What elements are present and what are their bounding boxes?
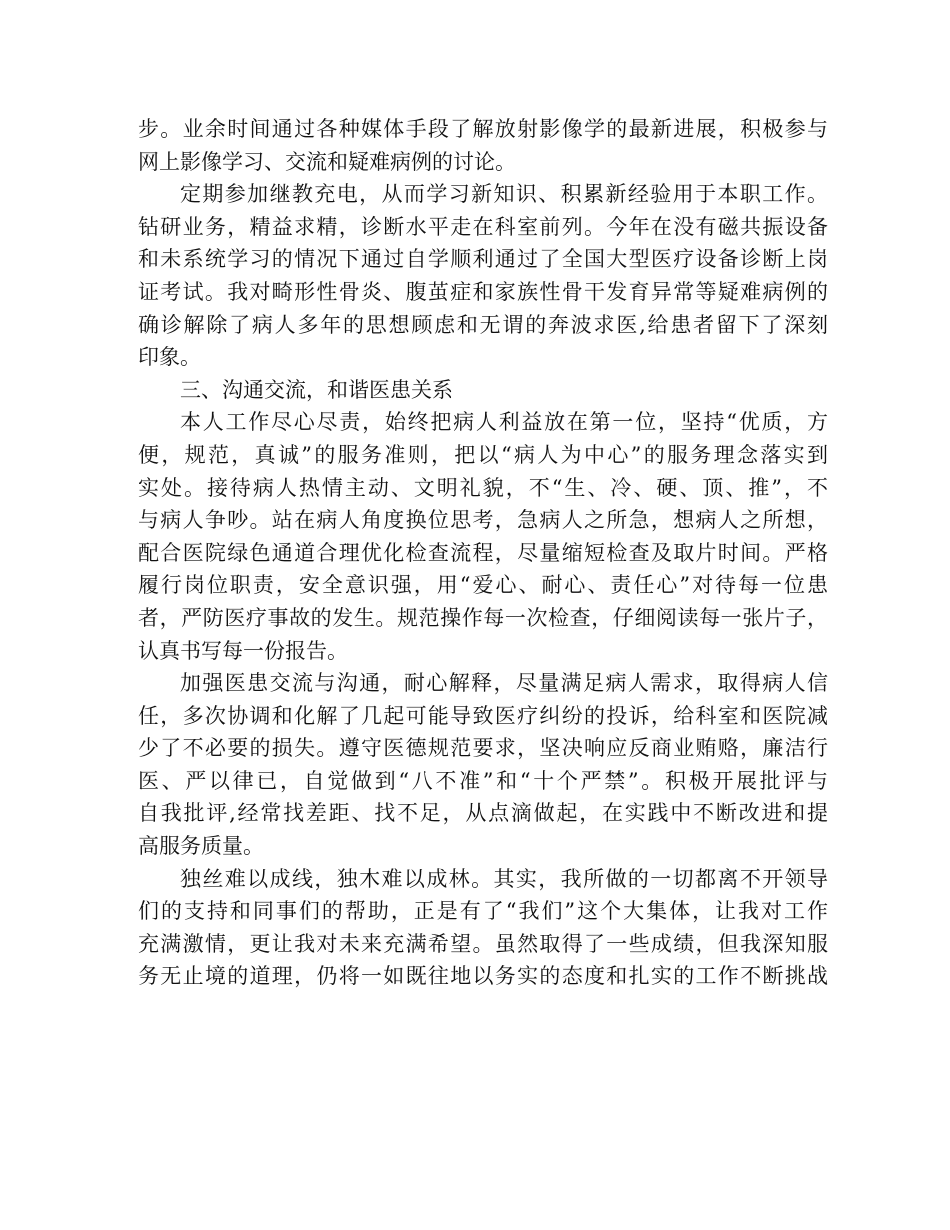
text-line: 履行岗位职责，安全意识强，用“爱心、耐心、责任心”对待每一位患 — [138, 573, 828, 598]
text-line: 钻研业务，精益求精，诊断水平走在科室前列。今年在没有磁共振设备 — [138, 214, 828, 239]
text-line: 医、严以律已，自觉做到“八不准”和“十个严禁”。积极开展批评与 — [138, 768, 828, 793]
text-line: 证考试。我对畸形性骨炎、腹茧症和家族性骨干发育异常等疑难病例的 — [138, 279, 828, 304]
text-line: 网上影像学习、交流和疑难病例的讨论。 — [138, 149, 516, 174]
text-line: 们的支持和同事们的帮助，正是有了“我们”这个大集体，让我对工作 — [138, 899, 828, 924]
text-line: 印象。 — [138, 345, 201, 370]
text-line: 与病人争吵。站在病人角度换位思考，急病人之所急，想病人之所想， — [138, 508, 828, 533]
text-line: 认真书写每一份报告。 — [138, 638, 348, 663]
text-line: 务无止境的道理，仍将一如既往地以务实的态度和扎实的工作不断挑战 — [138, 964, 828, 989]
text-line: 独丝难以成线，独木难以成林。其实，我所做的一切都离不开领导 — [180, 866, 828, 891]
text-line: 便，规范，真诚”的服务准则，把以“病人为中心”的服务理念落实到 — [138, 442, 828, 467]
text-line: 自我批评,经常找差距、找不足，从点滴做起，在实践中不断改进和提 — [138, 801, 828, 826]
text-line: 配合医院绿色通道合理优化检查流程，尽量缩短检查及取片时间。严格 — [138, 540, 828, 565]
text-line: 步。业余时间通过各种媒体手段了解放射影像学的最新进展，积极参与 — [138, 117, 828, 141]
text-line: 确诊解除了病人多年的思想顾虑和无谓的奔波求医,给患者留下了深刻 — [138, 312, 828, 337]
text-line: 三、沟通交流，和谐医患关系 — [180, 377, 453, 402]
text-line: 者，严防医疗事故的发生。规范操作每一次检查，仔细阅读每一张片子， — [138, 605, 828, 630]
body-text — [138, 113, 828, 993]
text-line: 充满激情，更让我对未来充满希望。虽然取得了一些成绩，但我深知服 — [138, 931, 828, 956]
text-line: 本人工作尽心尽责，始终把病人利益放在第一位，坚持“优质，方 — [180, 410, 828, 435]
text-line: 高服务质量。 — [138, 834, 264, 859]
text-line: 和未系统学习的情况下通过自学顺利通过了全国大型医疗设备诊断上岗 — [138, 247, 828, 272]
text-line: 实处。接待病人热情主动、文明礼貌，不“生、冷、硬、顶、推”，不 — [138, 475, 828, 500]
text-line: 定期参加继教充电，从而学习新知识、积累新经验用于本职工作。 — [180, 182, 828, 207]
text-line: 任，多次协调和化解了几起可能导致医疗纠纷的投诉，给科室和医院减 — [138, 703, 828, 728]
text-line: 少了不必要的损失。遵守医德规范要求，坚决响应反商业贿赂，廉洁行 — [138, 736, 828, 761]
text-line: 加强医患交流与沟通，耐心解释，尽量满足病人需求，取得病人信 — [180, 671, 828, 696]
